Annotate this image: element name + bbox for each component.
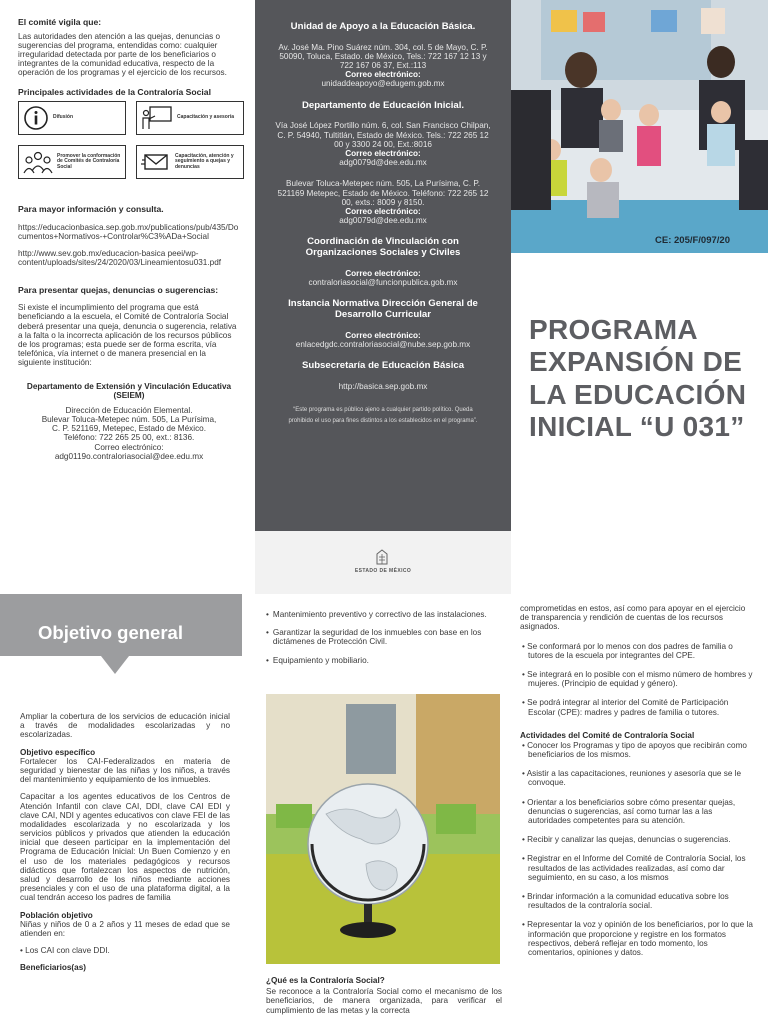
committee-activity: • Registrar en el Informe del Comité de Contraloría Social, los resultados de las actividades realizadas, así como dar seguimiento, en su caso, a los mismos — [522, 854, 746, 882]
seiem-title: Departamento de Extensión y Vinculación Educativa (SEIEM) — [26, 381, 232, 400]
committee-activities-heading: Actividades del Comité de Contraloría Social — [520, 730, 695, 740]
metepec-email[interactable]: adg0079d@dee.edu.mx — [339, 216, 427, 226]
seiem-line: Dirección de Educación Elemental. — [65, 405, 193, 415]
beneficiaries-heading: Beneficiarios(as) — [20, 963, 86, 973]
committee-activity: • Asistir a las capacitaciones, reuniones y asesoría que se le convoque. — [522, 769, 742, 788]
email-label: Correo electrónico: — [345, 330, 421, 340]
objective-band-title: Objetivo general — [38, 622, 183, 643]
initial-address: Vía José López Portillo núm. 6, col. San Francisco Chilpan, C. P. 54940, Tultitlán, Estado de México. Tels.: 722 265 12 00 y 3300 24 00, Ext.:8016 — [275, 121, 491, 149]
contacts-panel — [255, 0, 511, 531]
presenter-icon — [141, 105, 173, 131]
info-heading: Para mayor información y consulta. — [18, 204, 164, 215]
activity-label: Capacitación y asesoría — [177, 114, 234, 121]
general-objective-text: Ampliar la cobertura de los servicios de educación inicial a través de modalidades escolarizadas y no escolarizadas. — [20, 712, 230, 740]
committee-column — [520, 604, 756, 967]
email-label: Correo electrónico: — [345, 268, 421, 278]
committee-activity: • Conocer los Programas y tipo de apoyos que recibirán como beneficiarios de los mismos. — [522, 740, 747, 760]
link-normativos[interactable]: https://educacionbasica.sep.gob.mx/publications/pub/435/Documentos+Normativos-+Controlar%C3%ADa+Social — [18, 222, 239, 241]
seiem-contact — [18, 382, 240, 462]
population-heading: Población objetivo — [20, 910, 93, 920]
group-icon — [23, 149, 53, 175]
support-list — [266, 610, 498, 674]
seiem-line: C. P. 521169, Metepec, Estado de México. — [52, 424, 206, 434]
committee-point: • Se integrará en lo posible con el mismo número de hombres y mujeres. (Principio de equidad y género). — [522, 669, 753, 689]
training-text: Capacitar a los agentes educativos de los Centros de Atención Infantil con clave CAI, DDI, clave CAI EDI y clave CAI, NDI y agentes educativos con clave FEI de las modalidades escolarizada y no escolarizada y los servicios públicos y privados que atienden la educación inicial que deseen participar en la implementación del Programa de Educación Inicial: Un Buen Comienzo y en el uso de los materiales pedagógicos y recursos didácticos que fortalezcan los aspectos de nutrición, salud y desarrollo de los niños mediante acciones presenciales y con el uso de una plataforma digital, a la cual tendrán acceso los padres de familia — [20, 792, 230, 903]
specific-text: Fortalecer los CAI-Federalizados en materia de seguridad y bienestar de las niñas y los niños, a través del mantenimiento y equipamiento de los inmuebles. — [20, 756, 230, 785]
activity-label: Difusión — [53, 114, 73, 121]
unit-address: Av. José Ma. Pino Suárez núm. 304, col. 5 de Mayo, C. P. 50090, Toluca, Estado. de México, Tels.: 722 167 12 13 y 722 167 06 37, Ext.:113 — [278, 42, 488, 71]
bullet-marker: • — [266, 655, 269, 665]
sub-url[interactable]: http://basica.sep.gob.mx — [338, 381, 428, 391]
email-label: Correo electrónico: — [345, 206, 421, 216]
activity-label: Promover la conformación de Comités de Contraloría Social — [57, 152, 121, 171]
info-icon — [23, 105, 49, 131]
unit-section — [255, 43, 511, 89]
envelope-icon — [141, 149, 171, 175]
intro-text: comprometidas en estos, así como para apoyar en el ejercicio de transparencia y rendición de cuentas de los recursos asignados. — [520, 604, 746, 632]
committee-point: • Se podrá integrar al interior del Comité de Participación Escolar (CPE): madres y padres de familia o tutores. — [522, 698, 729, 717]
committee-point: • Se conformará por lo menos con dos padres de familia o tutores de la escuela por integrantes del CPE. — [522, 641, 733, 660]
objective-column — [20, 712, 230, 973]
metepec-section — [255, 179, 511, 225]
coord-email[interactable]: contraloriasocial@funcionpublica.gob.mx — [308, 277, 458, 287]
globe-classroom-photo — [266, 694, 500, 964]
support-item — [266, 628, 498, 646]
coord-section — [255, 269, 511, 287]
activity-box-comites — [18, 145, 126, 179]
unit-email[interactable]: unidaddeapoyo@edugem.gob.mx — [321, 79, 445, 89]
bullet-marker: • — [266, 610, 269, 619]
initial-email[interactable]: adg0079d@dee.edu.mx — [339, 158, 427, 168]
contraloria-definition — [266, 976, 502, 1015]
children-classroom-photo — [511, 0, 768, 253]
population-text: Niñas y niños de 0 a 2 años y 11 meses de edad que se atienden en: — [20, 919, 230, 938]
initial-title: Departamento de Educación Inicial. — [301, 99, 465, 111]
unit-title: Unidad de Apoyo a la Educación Básica. — [290, 21, 476, 32]
objective-arrow — [101, 656, 129, 674]
activities-grid — [18, 101, 240, 179]
committee-text: Las autoridades den atención a las quejas, denuncias o sugerencias del programa, entendidas como: cualquier irregularidad detectada por parte de los beneficiarios o integrantes de la comunidad educativa, respecto de la operación de los programas y el ejercicio de los recursos. — [18, 31, 227, 78]
seiem-line: Teléfono: 722 265 25 00, ext.: 8136. — [63, 433, 195, 443]
committee-activity: • Recibir y canalizar las quejas, denuncias o sugerencias. — [522, 835, 731, 845]
activities-heading: Principales actividades de la Contraloría Social — [18, 86, 211, 97]
support-item — [266, 656, 498, 665]
norm-title: Instancia Normativa Dirección General de Desarrollo Curricular — [288, 298, 478, 320]
program-title: PROGRAMA EXPANSIÓN DE LA EDUCACIÓN INICIAL “U 031” — [529, 314, 747, 443]
state-logo-text: ESTADO DE MÉXICO — [354, 568, 412, 574]
norm-section — [255, 331, 511, 349]
state-logo-area — [255, 531, 511, 594]
activity-box-difusion — [18, 101, 126, 135]
activity-box-quejas — [136, 145, 244, 179]
coord-title: Coordinación de Vinculación con Organizaciones Sociales y Civiles — [305, 236, 461, 259]
left-info-column — [18, 18, 240, 461]
link-lineamientos[interactable]: http://www.sev.gob.mx/educacion-basica peei/wp-content/uploads/sites/24/2020/03/Lineamientosu031.pdf — [18, 249, 222, 268]
email-label: Correo electrónico: — [345, 70, 421, 80]
support-item-text: Equipamiento y mobiliario. — [272, 655, 369, 665]
seiem-line: Bulevar Toluca-Metepec núm. 505, La Purísima, — [41, 415, 217, 425]
committee-heading: El comité vigila que: — [18, 17, 102, 27]
support-item — [266, 610, 498, 619]
metepec-address: Bulevar Toluca-Metepec núm. 505, La Purísima, C. P. 521169 Metepec, Estado de México. Teléfono: 722 265 12 00, exts.: 8009 y 8150. — [277, 179, 489, 207]
state-emblem-icon — [373, 549, 391, 567]
support-item-text: Garantizar la seguridad de los inmuebles con base en los dictámenes de Protección Civil. — [272, 628, 482, 647]
committee-activity: • Orientar a los beneficiarios sobre cómo presentar quejas, denuncias o sugerencias, así como turnar las a las autoridades competentes para su atención. — [522, 797, 736, 825]
objective-band — [0, 594, 242, 656]
norm-email[interactable]: enlacedgdc.contraloriasocial@nube.sep.gob.mx — [295, 339, 471, 349]
sub-section — [255, 382, 511, 391]
complaints-heading: Para presentar quejas, denuncias o sugerencias: — [18, 284, 219, 295]
population-bullet: • Los CAI con clave DDI. — [20, 946, 110, 956]
activity-label: Capacitación, atención y seguimiento a quejas y denuncias — [175, 152, 234, 171]
committee-activity: • Brindar información a la comunidad educativa sobre los resultados de la contraloría social. — [522, 891, 729, 911]
complaints-text: Si existe el incumplimiento del programa que está beneficiando a la escuela, el Comité de Contraloría Social deberá presentar una queja, denuncia o sugerencia, relativa a la falta o la incorrecta aplicación de los recursos públicos de los programas; esta puede ser de forma escrita, vía telefónica, vía internet o de manera presencial en la siguiente institución: — [18, 303, 237, 368]
seiem-email[interactable]: adg0119o.contraloriasocial@dee.edu.mx — [54, 451, 204, 461]
support-item-text: Mantenimiento preventivo y correctivo de las instalaciones. — [272, 610, 487, 619]
activity-box-capacitacion — [136, 101, 244, 135]
cs-text: Se reconoce a la Contraloría Social como el mecanismo de los beneficiarios, de manera organizada, para verificar el cumplimiento de las metas y la correcta — [266, 987, 502, 1015]
bullet-marker: • — [266, 628, 269, 638]
sub-title: Subsecretaría de Educación Básica — [301, 359, 465, 371]
cs-heading: ¿Qué es la Contraloría Social? — [266, 976, 385, 985]
program-code: CE: 205/F/097/20 — [655, 235, 730, 246]
committee-activity: • Representar la voz y opinión de los beneficiarios, por lo que la información que proporcione y registre en los formatos respectivos, deberá reflejar en todo momento, los comentarios, opiniones y datos. — [522, 920, 753, 957]
disclaimer: “Este programa es público ajeno a cualquier partido político. Queda prohibido el uso para fines distintos a los establecidos en el programa”. — [288, 406, 478, 424]
seiem-line: Correo electrónico: — [94, 442, 164, 452]
initial-section — [255, 121, 511, 167]
specific-heading: Objetivo específico — [20, 747, 96, 757]
email-label: Correo electrónico: — [345, 148, 421, 158]
